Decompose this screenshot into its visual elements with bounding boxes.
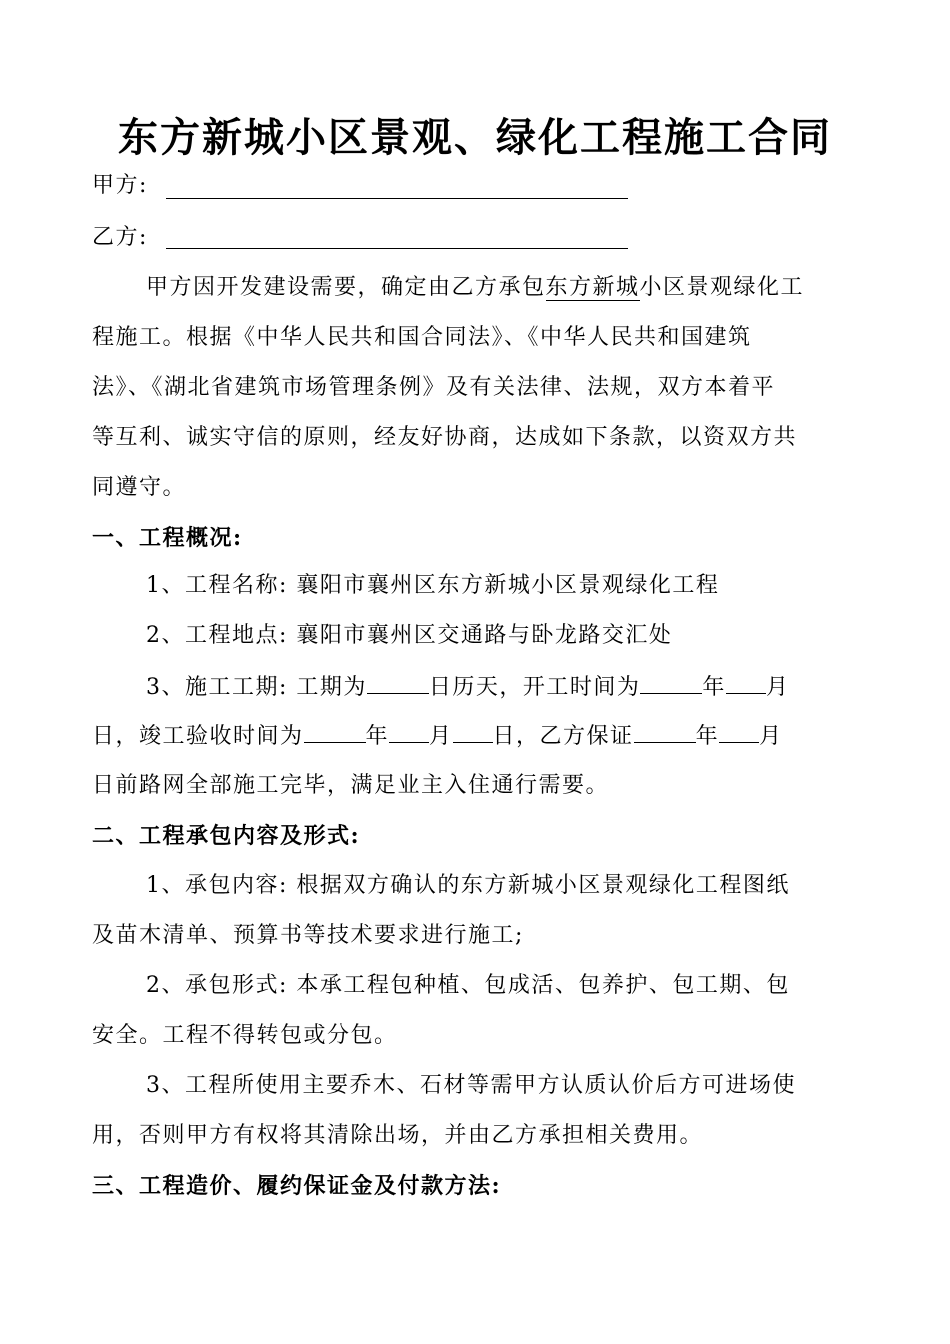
section-2-item-3-line-2: 用，否则甲方有权将其清除出场，并由乙方承担相关费用。 [92, 1123, 704, 1148]
intro-text-1a: 甲方因开发建设需要，确定由乙方承包 [146, 275, 546, 300]
item-3-text-a: 3、施工工期: 工期为 [146, 675, 367, 700]
section-1-heading: 一、工程概况: [92, 525, 243, 551]
item-3-text-i: 年 [695, 724, 720, 749]
intro-line-4: 等互利、诚实守信的原则，经友好协商，达成如下条款，以资双方共 [92, 425, 798, 450]
section-3-heading: 三、工程造价、履约保证金及付款方法: [92, 1173, 502, 1199]
section-2-heading: 二、工程承包内容及形式: [92, 823, 361, 849]
intro-line-5: 同遵守。 [92, 475, 187, 500]
duration-blank [367, 671, 429, 694]
completion-year-blank [304, 720, 366, 743]
intro-line-1 [146, 272, 804, 304]
start-year-blank [640, 671, 702, 694]
party-a-blank [166, 168, 628, 199]
party-a-label: 甲方: [92, 173, 148, 198]
section-1-item-3-line-2 [92, 720, 783, 753]
party-a-line [92, 170, 148, 202]
intro-line-3: 法》、《湖北省建筑市场管理条例》及有关法律、法规，双方本着平 [92, 375, 776, 400]
section-1-item-3-line-1 [146, 671, 789, 704]
intro-underlined-text: 东方新城 [545, 275, 640, 300]
party-b-label: 乙方: [92, 225, 148, 250]
party-b-blank [166, 218, 628, 249]
item-3-text-b: 日历天，开工时间为 [428, 675, 641, 700]
item-3-text-g: 月 [429, 724, 453, 749]
section-1-item-3-line-3: 日前路网全部施工完毕，满足业主入住通行需要。 [92, 773, 610, 798]
section-2-item-3-line-1: 3、工程所使用主要乔木、石材等需甲方认质认价后方可进场使 [146, 1073, 796, 1098]
item-3-text-c: 年 [702, 675, 726, 700]
party-b-line [92, 222, 148, 254]
document-title: 东方新城小区景观、绿化工程施工合同 [118, 114, 832, 161]
completion-month-blank [389, 720, 429, 743]
section-2-item-1-line-1: 1、承包内容: 根据双方确认的东方新城小区景观绿化工程图纸 [146, 873, 790, 898]
section-1-item-1: 1、工程名称: 襄阳市襄州区东方新城小区景观绿化工程 [146, 573, 720, 598]
item-3-text-h: 日，乙方保证 [492, 724, 634, 749]
section-1-item-2: 2、工程地点: 襄阳市襄州区交通路与卧龙路交汇处 [146, 623, 673, 648]
guarantee-year-blank [634, 720, 696, 743]
item-3-text-j: 月 [759, 724, 783, 749]
start-month-blank [726, 671, 766, 694]
section-2-item-2-line-2: 安全。工程不得转包或分包。 [92, 1023, 398, 1048]
item-3-text-e: 日，竣工验收时间为 [92, 724, 304, 749]
section-2-item-1-line-2: 及苗木清单、预算书等技术要求进行施工; [92, 923, 524, 948]
section-2-item-2-line-1: 2、承包形式: 本承工程包种植、包成活、包养护、包工期、包 [146, 973, 790, 998]
completion-day-blank [453, 720, 493, 743]
item-3-text-f: 年 [365, 724, 390, 749]
item-3-text-d: 月 [765, 675, 790, 700]
intro-line-2: 程施工。根据《中华人民共和国合同法》、《中华人民共和国建筑 [92, 325, 752, 350]
guarantee-month-blank [719, 720, 759, 743]
intro-text-1b: 小区景观绿化工 [639, 275, 805, 300]
